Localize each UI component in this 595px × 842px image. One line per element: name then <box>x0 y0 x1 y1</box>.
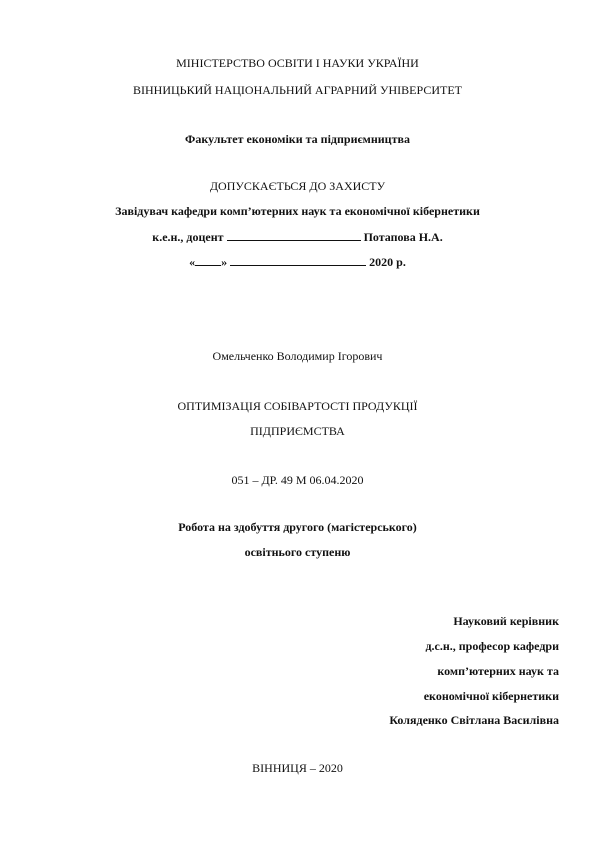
degree-line1: Робота на здобуття другого (магістерського) <box>178 520 417 534</box>
university-heading: ВІННИЦЬКИЙ НАЦІОНАЛЬНИЙ АГРАРНИЙ УНІВЕРСИТЕТ <box>133 83 462 97</box>
supervisor-label: Науковий керівник <box>453 614 559 628</box>
approval-date-line <box>0 254 595 269</box>
head-name: Потапова Н.А. <box>363 230 443 244</box>
date-close-quote: » <box>221 255 228 269</box>
supervisor-position: д.с.н., професор кафедри <box>425 639 559 653</box>
thesis-code: 051 – ДР. 49 М 06.04.2020 <box>231 473 364 487</box>
month-blank <box>230 254 366 266</box>
ministry-heading: МІНІСТЕРСТВО ОСВІТИ І НАУКИ УКРАЇНИ <box>176 56 419 70</box>
degree-line2: освітнього ступеню <box>244 545 351 559</box>
faculty-heading: Факультет економіки та підприємництва <box>185 132 410 146</box>
department-head-title: Завідувач кафедри комп’ютерних наук та економічної кібернетики <box>115 204 480 218</box>
city-year-footer: ВІННИЦЯ – 2020 <box>252 761 343 775</box>
day-blank <box>195 254 221 266</box>
supervisor-department-line2: економічної кібернетики <box>423 689 559 703</box>
approval-year: 2020 р. <box>369 255 406 269</box>
author-name: Омельченко Володимир Ігорович <box>212 349 383 363</box>
department-head-signature-line <box>0 229 595 244</box>
rank-text: к.е.н., доцент <box>152 230 224 244</box>
signature-blank <box>227 229 361 241</box>
supervisor-name: Коляденко Світлана Василівна <box>389 713 559 727</box>
thesis-title-line1: ОПТИМІЗАЦІЯ СОБІВАРТОСТІ ПРОДУКЦІЇ <box>177 399 418 413</box>
thesis-title-line2: ПІДПРИЄМСТВА <box>250 424 345 438</box>
admitted-heading: ДОПУСКАЄТЬСЯ ДО ЗАХИСТУ <box>209 179 386 193</box>
supervisor-department-line1: комп’ютерних наук та <box>437 664 559 678</box>
date-open-quote: « <box>189 255 196 269</box>
